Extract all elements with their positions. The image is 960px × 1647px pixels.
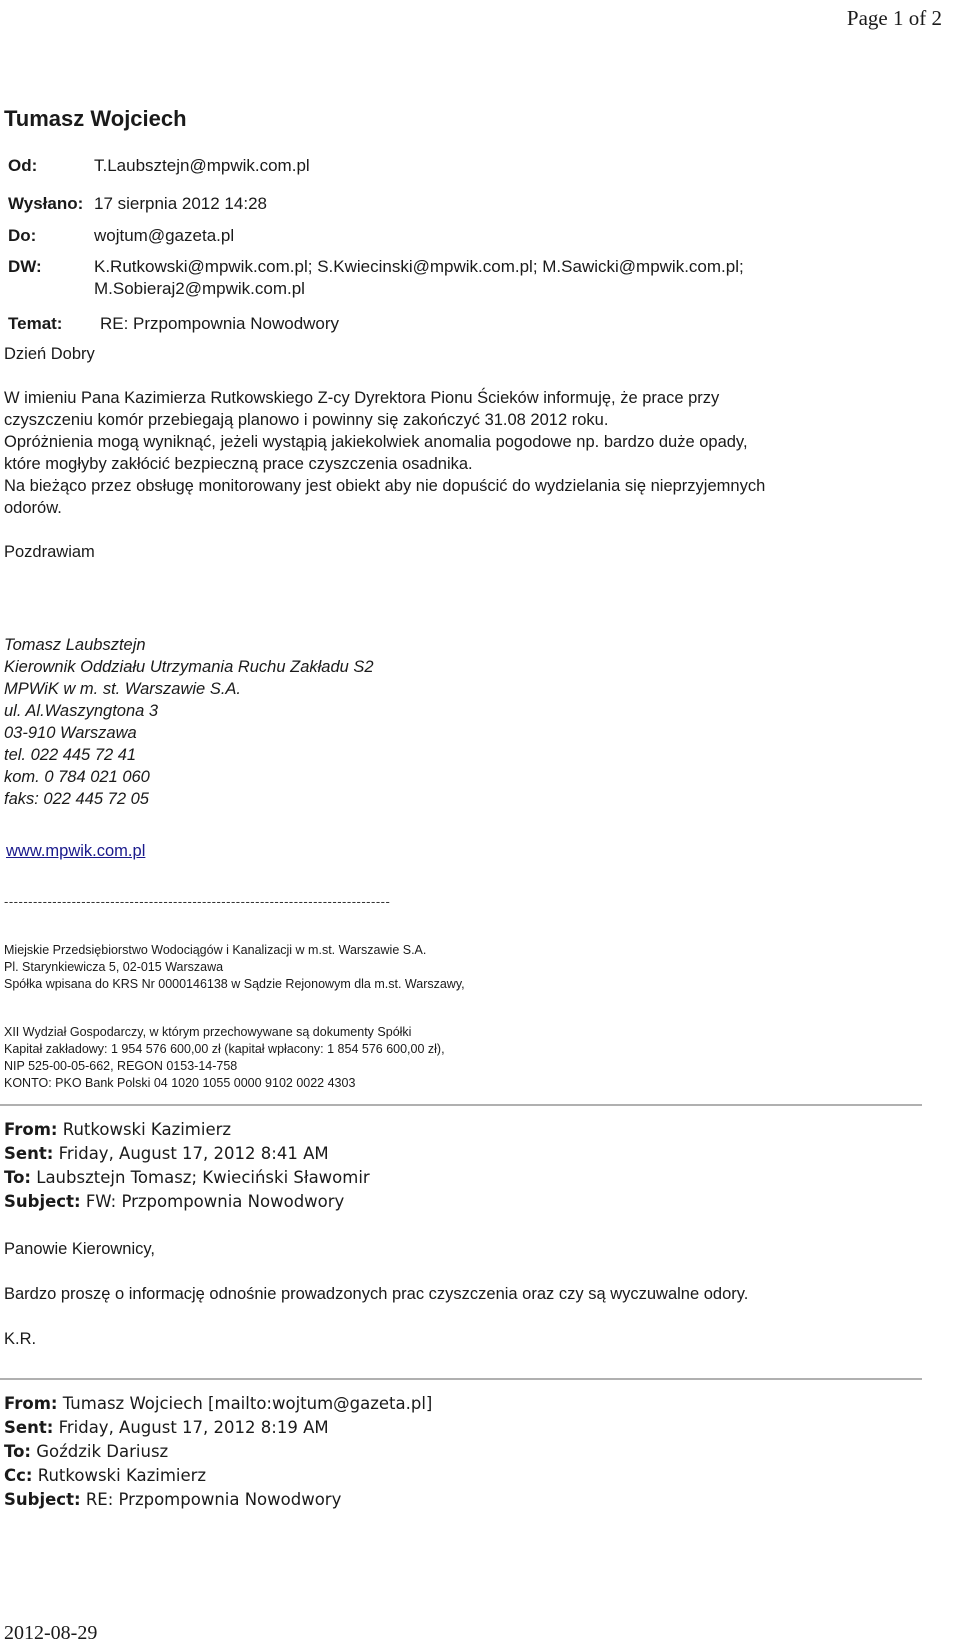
quoted1-greeting: Panowie Kierownicy, xyxy=(4,1240,156,1258)
message-line: Na bieżąco przez obsługę monitorowany jest obiekt aby nie dopuścić do wydzielania się nieprzyjemnych xyxy=(4,477,766,495)
message-line: odorów. xyxy=(4,499,62,517)
quoted1-sent-label: Sent: xyxy=(4,1144,54,1163)
to-label: Do: xyxy=(8,226,37,245)
website-link[interactable]: www.mpwik.com.pl xyxy=(6,842,146,860)
quoted1-sign: K.R. xyxy=(4,1330,37,1348)
cc-label: DW: xyxy=(8,257,42,276)
footer-line: Kapitał zakładowy: 1 954 576 600,00 zł (kapitał wpłacony: 1 854 576 600,00 zł), xyxy=(4,1042,445,1056)
print-date: 2012-08-29 xyxy=(4,1622,98,1644)
quoted1-sent-value: Friday, August 17, 2012 8:41 AM xyxy=(58,1144,329,1163)
quoted2-subject xyxy=(4,1488,341,1512)
quoted2-to xyxy=(4,1440,168,1464)
signature-line: Tomasz Laubsztejn xyxy=(4,636,146,654)
message-line: które mogłyby zakłócić bezpieczną prace czyszczenia osadnika. xyxy=(4,455,473,473)
footer-line: Miejskie Przedsiębiorstwo Wodociągów i Kanalizacji w m.st. Warszawie S.A. xyxy=(4,943,427,957)
sent-label: Wysłano: xyxy=(8,194,84,213)
subject-value: RE: Przpompownia Nowodwory xyxy=(100,314,340,333)
message-line: Opróżnienia mogą wyniknąć, jeżeli wystąpią jakiekolwiek anomalia pogodowe np. bardzo duże opady, xyxy=(4,433,748,451)
quoted2-cc xyxy=(4,1464,206,1488)
from-value: T.Laubsztejn@mpwik.com.pl xyxy=(94,156,310,175)
signature-line: 03-910 Warszawa xyxy=(4,724,137,742)
divider xyxy=(0,1104,922,1106)
quoted2-to-value: Goździk Dariusz xyxy=(36,1442,169,1461)
greeting: Dzień Dobry xyxy=(4,345,95,363)
quoted2-sent-label: Sent: xyxy=(4,1418,54,1437)
signature-line: faks: 022 445 72 05 xyxy=(4,790,149,808)
page-number: Page 1 of 2 xyxy=(846,6,942,30)
message-line: W imieniu Pana Kazimierza Rutkowskiego Z-cy Dyrektora Pionu Ścieków informuję, że prace przy xyxy=(4,389,720,407)
footer-line: Spółka wpisana do KRS Nr 0000146138 w Sądzie Rejonowym dla m.st. Warszawy, xyxy=(4,977,465,991)
from-label: Od: xyxy=(8,156,38,175)
message-line: czyszczeniu komór przebiegają planowo i powinny się zakończyć 31.08 2012 roku. xyxy=(4,411,609,429)
quoted1-to xyxy=(4,1166,370,1190)
quoted2-to-label: To: xyxy=(4,1442,31,1461)
quoted2-from-label: From: xyxy=(4,1394,58,1413)
signature-line: ul. Al.Waszyngtona 3 xyxy=(4,702,159,720)
quoted2-sent xyxy=(4,1416,329,1440)
quoted2-subject-value: RE: Przpompownia Nowodwory xyxy=(85,1490,342,1509)
footer-line: KONTO: PKO Bank Polski 04 1020 1055 0000 9102 0022 4303 xyxy=(4,1076,356,1090)
footer-line: XII Wydział Gospodarczy, w którym przechowywane są dokumenty Spółki xyxy=(4,1025,412,1039)
cc-value-line1: K.Rutkowski@mpwik.com.pl; S.Kwiecinski@mpwik.com.pl; M.Sawicki@mpwik.com.pl; xyxy=(94,257,744,276)
quoted1-to-label: To: xyxy=(4,1168,31,1187)
footer-line: Pl. Starynkiewicza 5, 02-015 Warszawa xyxy=(4,960,224,974)
closing: Pozdrawiam xyxy=(4,543,95,561)
quoted2-cc-label: Cc: xyxy=(4,1466,33,1485)
signature-line: Kierownik Oddziału Utrzymania Ruchu Zakładu S2 xyxy=(4,658,374,676)
cc-value-line2: M.Sobieraj2@mpwik.com.pl xyxy=(94,279,305,298)
quoted1-subject xyxy=(4,1190,344,1214)
quoted1-subject-label: Subject: xyxy=(4,1192,81,1211)
quoted1-from-label: From: xyxy=(4,1120,58,1139)
quoted2-cc-value: Rutkowski Kazimierz xyxy=(37,1466,207,1485)
sent-value: 17 sierpnia 2012 14:28 xyxy=(94,194,267,213)
quoted1-from xyxy=(4,1118,231,1142)
quoted2-sent-value: Friday, August 17, 2012 8:19 AM xyxy=(58,1418,329,1437)
sender-name-heading: Tumasz Wojciech xyxy=(4,106,187,131)
separator-dashes: -------------------------------------------------------------------------------- xyxy=(4,894,391,909)
quoted1-body: Bardzo proszę o informację odnośnie prowadzonych prac czyszczenia oraz czy są wyczuwalne odory. xyxy=(4,1285,749,1303)
quoted2-subject-label: Subject: xyxy=(4,1490,81,1509)
signature-line: tel. 022 445 72 41 xyxy=(4,746,137,764)
signature-line: kom. 0 784 021 060 xyxy=(4,768,150,786)
quoted1-sent xyxy=(4,1142,329,1166)
footer-line: NIP 525-00-05-662, REGON 0153-14-758 xyxy=(4,1059,238,1073)
quoted1-from-value: Rutkowski Kazimierz xyxy=(62,1120,232,1139)
divider xyxy=(0,1378,922,1380)
subject-label: Temat: xyxy=(8,314,63,333)
signature-line: MPWiK w m. st. Warszawie S.A. xyxy=(4,680,241,698)
quoted2-from xyxy=(4,1392,432,1416)
quoted1-subject-value: FW: Przpompownia Nowodwory xyxy=(85,1192,345,1211)
to-value: wojtum@gazeta.pl xyxy=(94,226,235,245)
quoted2-from-value: Tumasz Wojciech [mailto:wojtum@gazeta.pl] xyxy=(62,1394,433,1413)
quoted1-to-value: Laubsztejn Tomasz; Kwieciński Sławomir xyxy=(36,1168,370,1187)
